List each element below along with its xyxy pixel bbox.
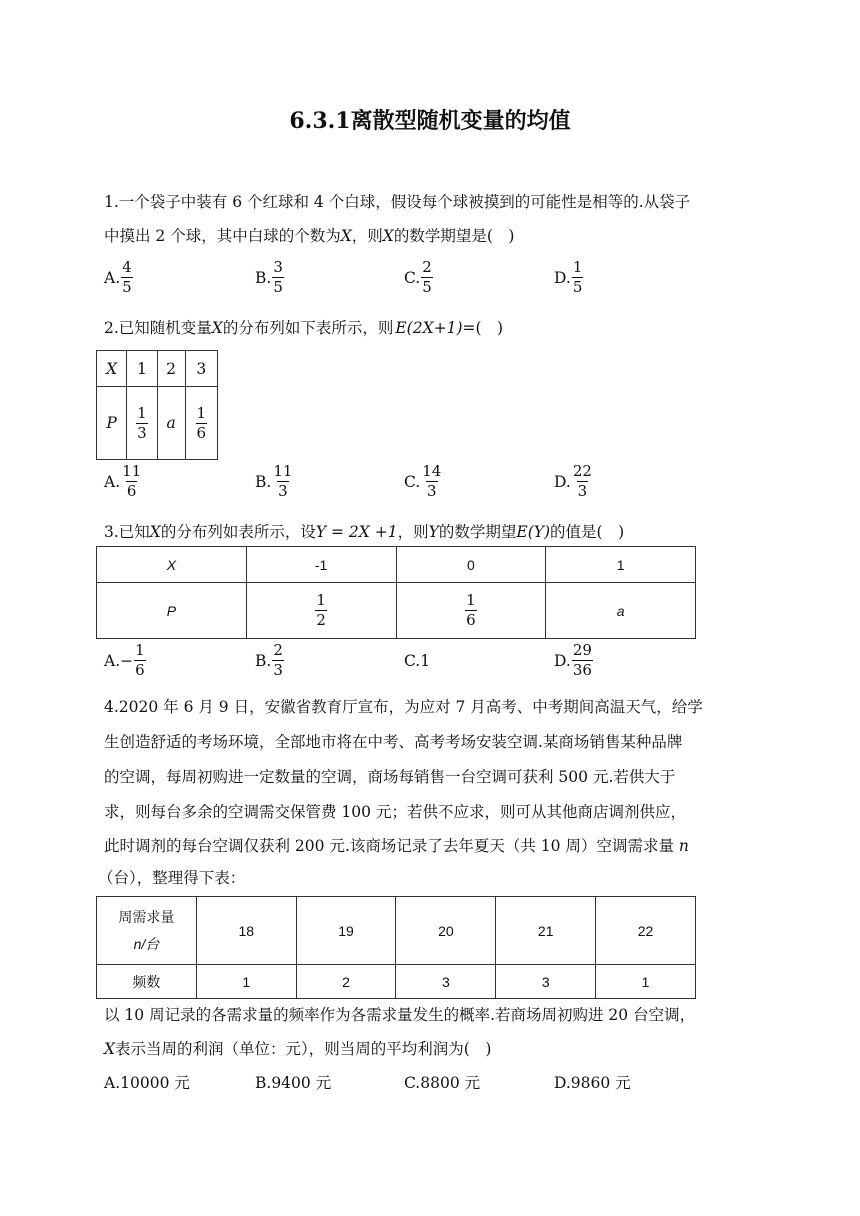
q4-option-c[interactable]: C.8800 元 <box>404 1074 481 1092</box>
q4-line6: （台），整理得下表： <box>98 869 246 887</box>
q3-option-b[interactable]: B. $\frac{2}{3}$ <box>255 641 283 679</box>
q2-option-a[interactable]: A. $\frac{11}{6}$ <box>104 462 142 500</box>
q4-header-demand: 周需求量 n/台 <box>97 897 197 965</box>
q4-demand-20: 20 <box>396 897 496 965</box>
q2-cell-1: 1 <box>127 351 157 387</box>
q2-distribution-table <box>96 350 218 460</box>
q4-demand-18: 18 <box>196 897 296 965</box>
q1-line2: 中摸出 2 个球，其中白球的个数为X，则X的数学期望是( ) <box>104 227 515 245</box>
q4-freq-22: 1 <box>596 965 696 999</box>
q2-option-b[interactable]: B. $\frac{11}{3}$ <box>255 462 293 500</box>
q3-option-d[interactable]: D. $\frac{29}{36}$ <box>554 641 592 679</box>
q3-cell-0: 0 <box>396 547 546 583</box>
q4-demand-table <box>96 896 696 999</box>
q3-cell-1: 1 <box>546 547 696 583</box>
q3-distribution-table <box>96 546 696 639</box>
q3-cell-neg1: -1 <box>246 547 396 583</box>
q4-freq-19: 2 <box>296 965 396 999</box>
q3-p2: $\frac{1}{6}$ <box>466 591 476 629</box>
q4-line5: 此时调剂的每台空调仅获利 200 元.该商场记录了去年夏天（共 10 周）空调需求量 n <box>104 837 689 855</box>
q1-option-c[interactable]: C. $\frac{2}{5}$ <box>404 258 432 296</box>
q4-after-line1: 以 10 周记录的各需求量的频率作为各需求量发生的概率.若商场周初购进 20 台空调， <box>104 1006 696 1024</box>
q4-demand-19: 19 <box>296 897 396 965</box>
q1-option-b[interactable]: B. $\frac{3}{5}$ <box>255 258 283 296</box>
q2-cell-2: 2 <box>157 351 185 387</box>
q2-stem: 2.已知随机变量X的分布列如下表所示，则 E(2X+1)=( ) <box>104 319 504 337</box>
q3-cell-p: P <box>166 602 177 619</box>
q4-line3: 的空调，每周初购进一定数量的空调，商场每销售一台空调可获利 500 元.若供大于 <box>104 768 676 786</box>
q4-option-d[interactable]: D.9860 元 <box>554 1074 631 1092</box>
q4-freq-21: 3 <box>496 965 596 999</box>
q1-option-a[interactable]: A. $\frac{4}{5}$ <box>104 258 132 296</box>
q2-option-c[interactable]: C. $\frac{14}{3}$ <box>404 462 442 500</box>
q2-cell-p: P <box>106 414 117 432</box>
q4-line4: 求，则每台多余的空调需交保管费 100 元；若供不应求，则可从其他商店调剂供应， <box>104 803 686 821</box>
q3-cell-x: X <box>166 556 177 573</box>
q4-option-a[interactable]: A.10000 元 <box>104 1074 190 1092</box>
q4-option-b[interactable]: B.9400 元 <box>255 1074 332 1092</box>
q3-p1: $\frac{1}{2}$ <box>316 591 326 629</box>
q3-stem: 3.已知X的分布列如表所示，设Y = 2X +1，则Y的数学期望E(Y)的值是( ) <box>104 523 625 541</box>
q4-freq-18: 1 <box>196 965 296 999</box>
q4-line1: 4.2020 年 6 月 9 日，安徽省教育厅宣布，为应对 7 月高考、中考期间高温天气，给学 <box>104 698 703 716</box>
q3-option-a[interactable]: A. − $\frac{1}{6}$ <box>104 641 145 679</box>
q4-freq-20: 3 <box>396 965 496 999</box>
q4-line2: 生创造舒适的考场环境，全部地市将在中考、高考考场安装空调.某商场销售某种品牌 <box>104 733 683 751</box>
q2-cell-x: X <box>106 359 118 378</box>
q3-option-c[interactable]: C. 1 <box>404 652 431 670</box>
q2-p1: $\frac{1}{3}$ <box>137 403 147 442</box>
q4-demand-22: 22 <box>596 897 696 965</box>
q1-option-d[interactable]: D. $\frac{1}{5}$ <box>554 258 583 296</box>
q2-cell-3: 3 <box>185 351 217 387</box>
q4-demand-21: 21 <box>496 897 596 965</box>
q3-p3: a <box>616 602 625 619</box>
page-title: 6.3.1离散型随机变量的均值 <box>289 108 571 134</box>
q2-p3: $\frac{1}{6}$ <box>196 403 207 442</box>
q2-p2: a <box>166 414 176 432</box>
q4-header-frequency: 频数 <box>97 965 197 999</box>
q1-line1: 1.一个袋子中装有 6 个红球和 4 个白球，假设每个球被摸到的可能性是相等的.从袋子 <box>104 193 691 211</box>
q2-option-d[interactable]: D. $\frac{22}{3}$ <box>554 462 592 500</box>
q4-after-line2: X表示当周的利润（单位：元），则当周的平均利润为( ) <box>104 1040 492 1058</box>
